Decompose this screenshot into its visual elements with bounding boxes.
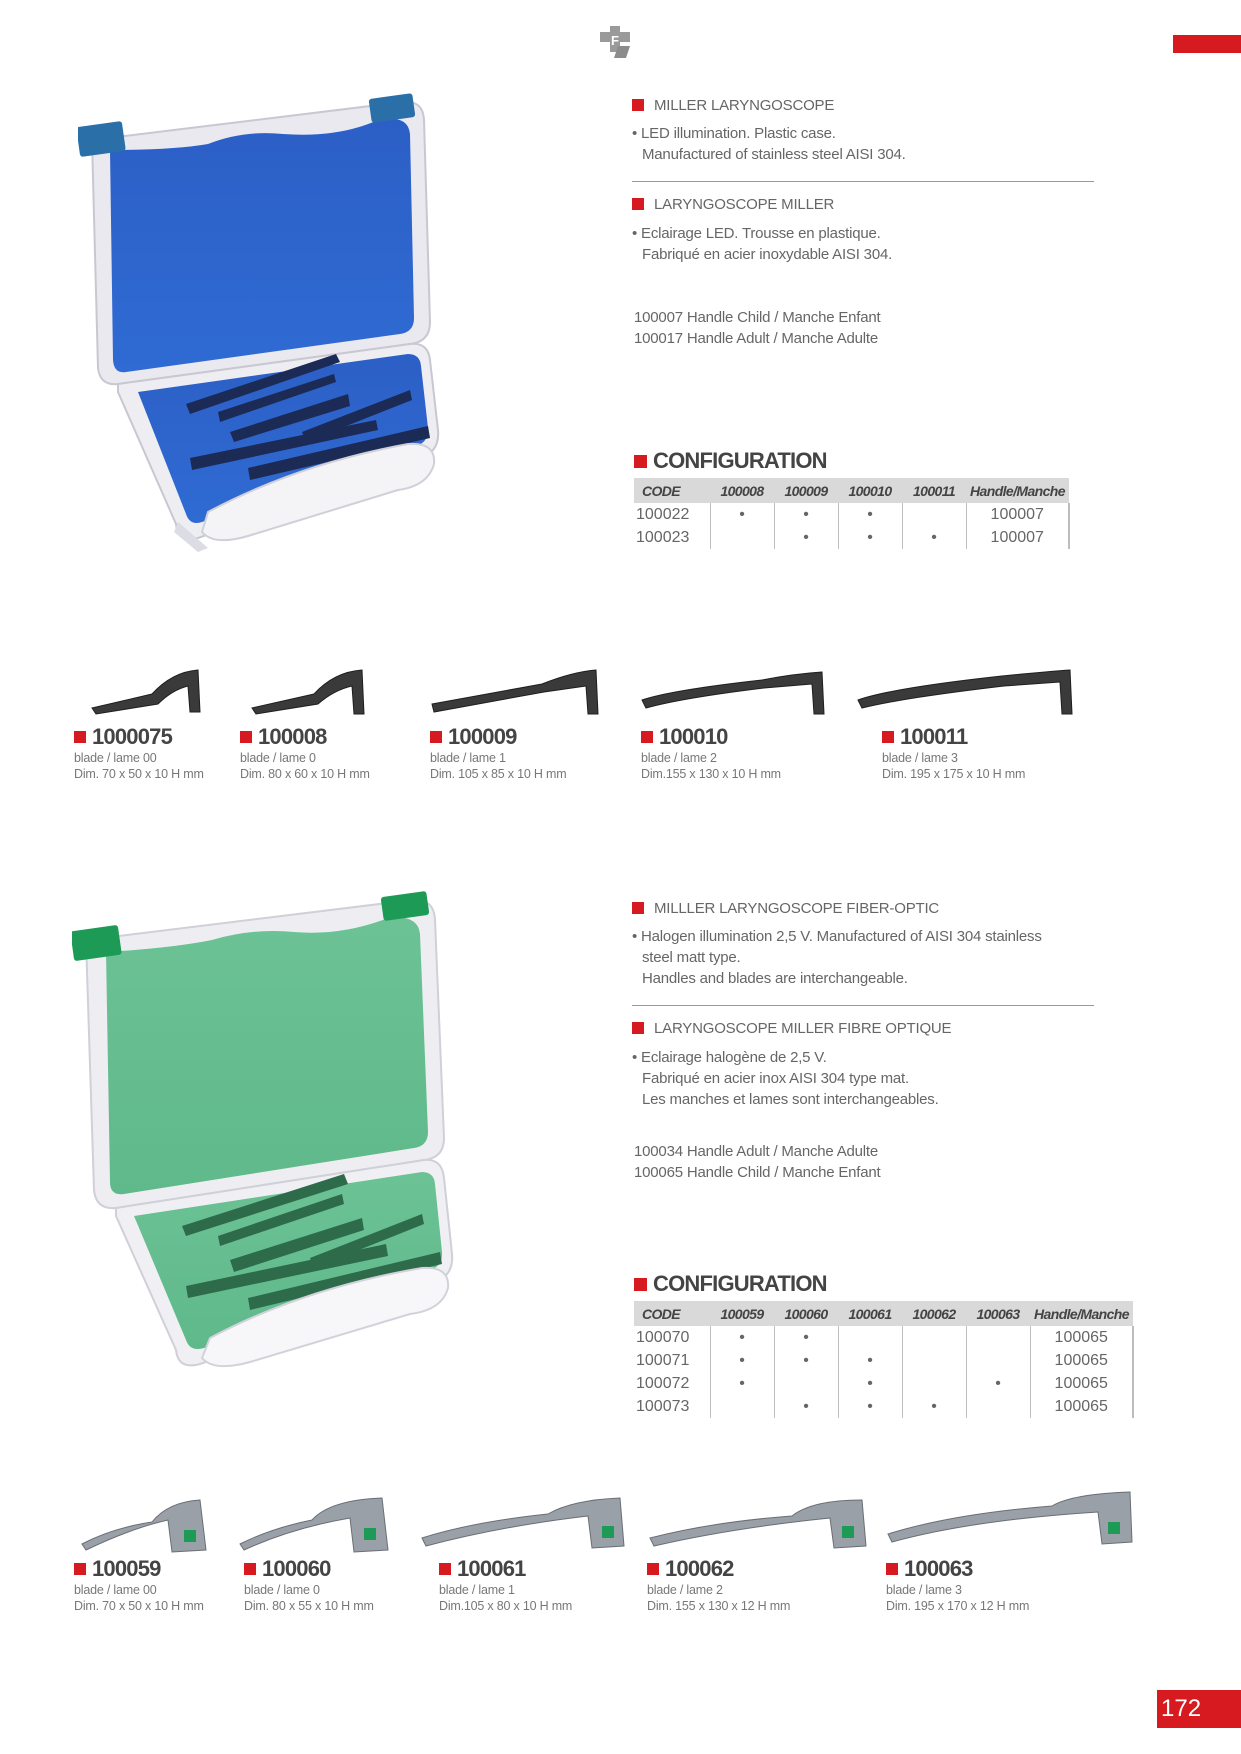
desc-line: • Halogen illumination 2,5 V. Manufactured of AISI 304 stainless [632, 928, 1042, 945]
config-handle-cell: 100065 [1030, 1349, 1133, 1372]
divider [632, 1005, 1094, 1006]
config-included-dot [774, 1326, 838, 1349]
config-row [634, 503, 1069, 526]
blades-row-image [72, 668, 1132, 728]
blade-size: blade / lame 1 [439, 1583, 515, 1597]
blade-item [647, 1556, 790, 1614]
config-handle-cell: 100007 [966, 526, 1069, 549]
config-empty-cell [902, 1349, 966, 1372]
blade-size: blade / lame 00 [74, 751, 157, 765]
blade-code: 100011 [882, 724, 1025, 750]
blade-size: blade / lame 2 [647, 1583, 723, 1597]
config-header-cell: Handle/Manche [966, 478, 1069, 503]
config-header-cell: 100008 [710, 478, 774, 503]
blade-code: 100063 [886, 1556, 1029, 1582]
blade-code: 100061 [439, 1556, 572, 1582]
config-body [634, 503, 1069, 549]
product-title-fr: LARYNGOSCOPE MILLER [632, 196, 834, 213]
desc-line: Fabriqué en acier inox AISI 304 type mat. [642, 1070, 909, 1087]
config-empty-cell [966, 1326, 1030, 1349]
blade-dimensions: Dim. 70 x 50 x 10 H mm [74, 1599, 204, 1613]
config-row [634, 1326, 1133, 1349]
handle-list [634, 307, 881, 349]
config-included-dot [710, 1326, 774, 1349]
desc-line: Handles and blades are interchangeable. [642, 970, 908, 987]
blade-image [422, 1498, 624, 1548]
config-included-dot [966, 1372, 1030, 1395]
config-empty-cell [902, 1372, 966, 1395]
config-empty-cell [774, 1372, 838, 1395]
blade-item [244, 1556, 374, 1614]
handle-list [634, 1141, 881, 1183]
config-header-cell: 100063 [966, 1301, 1030, 1326]
config-code-cell: 100023 [634, 526, 710, 549]
blade-dimensions: Dim. 105 x 85 x 10 H mm [430, 767, 567, 781]
desc-line: Fabriqué en acier inoxydable AISI 304. [642, 246, 893, 263]
config-empty-cell [710, 1395, 774, 1418]
config-table [634, 478, 1070, 549]
blade-code: 100010 [641, 724, 781, 750]
config-handle-cell: 100007 [966, 503, 1069, 526]
config-included-dot [838, 1395, 902, 1418]
blade-size: blade / lame 00 [74, 1583, 157, 1597]
config-row [634, 1372, 1133, 1395]
desc-line: • Eclairage LED. Trousse en plastique. [632, 225, 881, 242]
config-code-cell: 100072 [634, 1372, 710, 1395]
config-included-dot [710, 1372, 774, 1395]
config-included-dot [774, 526, 838, 549]
blade-dimensions: Dim.105 x 80 x 10 H mm [439, 1599, 573, 1613]
brand-tab [1173, 35, 1241, 53]
blue-laryngoscope-case-image [78, 92, 498, 612]
product-description-en [632, 926, 1042, 989]
config-header-cell: Handle/Manche [1030, 1301, 1133, 1326]
config-included-dot [838, 1349, 902, 1372]
handle-item: 100017 Handle Adult / Manche Adulte [634, 330, 879, 347]
config-table [634, 1301, 1134, 1418]
desc-line: • LED illumination. Plastic case. [632, 125, 836, 142]
blade-size: blade / lame 2 [641, 751, 717, 765]
blade-image [432, 670, 598, 714]
blade-item [74, 1556, 204, 1614]
config-included-dot [774, 1349, 838, 1372]
config-row [634, 1349, 1133, 1372]
config-header-cell: 100060 [774, 1301, 838, 1326]
blade-size: blade / lame 1 [430, 751, 506, 765]
config-handle-cell: 100065 [1030, 1372, 1133, 1395]
config-empty-cell [710, 526, 774, 549]
blade-dimensions: Dim. 80 x 60 x 10 H mm [240, 767, 370, 781]
product-title-en: MILLLER LARYNGOSCOPE FIBER-OPTIC [632, 900, 939, 917]
handle-item: 100065 Handle Child / Manche Enfant [634, 1164, 881, 1181]
config-code-cell: 100073 [634, 1395, 710, 1418]
config-body [634, 1326, 1133, 1418]
blade-item [882, 724, 1025, 782]
blade-image [92, 670, 200, 714]
config-row [634, 1395, 1133, 1418]
blade-image [650, 1500, 866, 1548]
config-title: CONFIGURATION [634, 1271, 827, 1297]
config-header-cell: 100061 [838, 1301, 902, 1326]
blade-size: blade / lame 3 [882, 751, 958, 765]
config-code-cell: 100071 [634, 1349, 710, 1372]
blade-code: 1000075 [74, 724, 204, 750]
config-included-dot [838, 1372, 902, 1395]
config-included-dot [774, 503, 838, 526]
blade-size: blade / lame 3 [886, 1583, 962, 1597]
blade-image [858, 670, 1072, 714]
blade-dimensions: Dim. 155 x 130 x 12 H mm [647, 1599, 791, 1613]
blade-image [642, 672, 824, 714]
config-title: CONFIGURATION [634, 448, 827, 474]
config-included-dot [838, 503, 902, 526]
desc-line: • Eclairage halogène de 2,5 V. [632, 1049, 827, 1066]
blade-code: 100062 [647, 1556, 790, 1582]
blade-dimensions: Dim.155 x 130 x 10 H mm [641, 767, 781, 781]
blade-image [252, 670, 364, 714]
product-description-en [632, 123, 906, 165]
blade-code: 100009 [430, 724, 566, 750]
config-header-cell: 100062 [902, 1301, 966, 1326]
blade-image [82, 1500, 206, 1552]
blade-image [888, 1492, 1132, 1544]
config-included-dot [902, 526, 966, 549]
config-code-cell: 100070 [634, 1326, 710, 1349]
config-empty-cell [902, 503, 966, 526]
blade-dimensions: Dim. 70 x 50 x 10 H mm [74, 767, 204, 781]
config-empty-cell [966, 1395, 1030, 1418]
config-header-row [634, 1301, 1133, 1326]
config-header-cell: 100011 [902, 478, 966, 503]
divider [632, 181, 1094, 182]
config-header-cell: CODE [634, 478, 710, 503]
brand-logo-icon [596, 24, 636, 60]
config-empty-cell [902, 1326, 966, 1349]
blade-item [439, 1556, 572, 1614]
blade-item [74, 724, 204, 782]
config-handle-cell: 100065 [1030, 1326, 1133, 1349]
config-included-dot [710, 503, 774, 526]
blade-code: 100008 [240, 724, 370, 750]
desc-line: Manufactured of stainless steel AISI 304. [642, 146, 906, 163]
desc-line: steel matt type. [642, 949, 741, 966]
config-empty-cell [966, 1349, 1030, 1372]
product-description-fr [632, 223, 892, 265]
handle-item: 100034 Handle Adult / Manche Adulte [634, 1143, 879, 1160]
config-included-dot [838, 526, 902, 549]
config-included-dot [710, 1349, 774, 1372]
svg-text:F: F [611, 33, 619, 48]
product-title-fr: LARYNGOSCOPE MILLER FIBRE OPTIQUE [632, 1020, 951, 1037]
product-description-fr [632, 1047, 939, 1110]
blade-dimensions: Dim. 80 x 55 x 10 H mm [244, 1599, 374, 1613]
blade-dimensions: Dim. 195 x 170 x 12 H mm [886, 1599, 1030, 1613]
config-header-row [634, 478, 1069, 503]
blade-item [641, 724, 781, 782]
blade-item [886, 1556, 1029, 1614]
blade-item [430, 724, 566, 782]
config-handle-cell: 100065 [1030, 1395, 1133, 1418]
page-number: 172 [1157, 1690, 1241, 1728]
blade-code: 100059 [74, 1556, 204, 1582]
handle-item: 100007 Handle Child / Manche Enfant [634, 309, 881, 326]
desc-line: Les manches et lames sont interchangeables. [642, 1091, 939, 1108]
config-empty-cell [838, 1326, 902, 1349]
config-included-dot [774, 1395, 838, 1418]
blade-size: blade / lame 0 [244, 1583, 320, 1597]
config-row [634, 526, 1069, 549]
config-included-dot [902, 1395, 966, 1418]
blade-size: blade / lame 0 [240, 751, 316, 765]
blade-code: 100060 [244, 1556, 374, 1582]
blade-item [240, 724, 370, 782]
config-header-cell: 100009 [774, 478, 838, 503]
blade-dimensions: Dim. 195 x 175 x 10 H mm [882, 767, 1026, 781]
product-title-en: MILLER LARYNGOSCOPE [632, 97, 834, 114]
config-header-cell: 100010 [838, 478, 902, 503]
config-code-cell: 100022 [634, 503, 710, 526]
blade-image [240, 1498, 388, 1552]
config-header-cell: CODE [634, 1301, 710, 1326]
green-laryngoscope-case-image [72, 888, 512, 1428]
config-header-cell: 100059 [710, 1301, 774, 1326]
